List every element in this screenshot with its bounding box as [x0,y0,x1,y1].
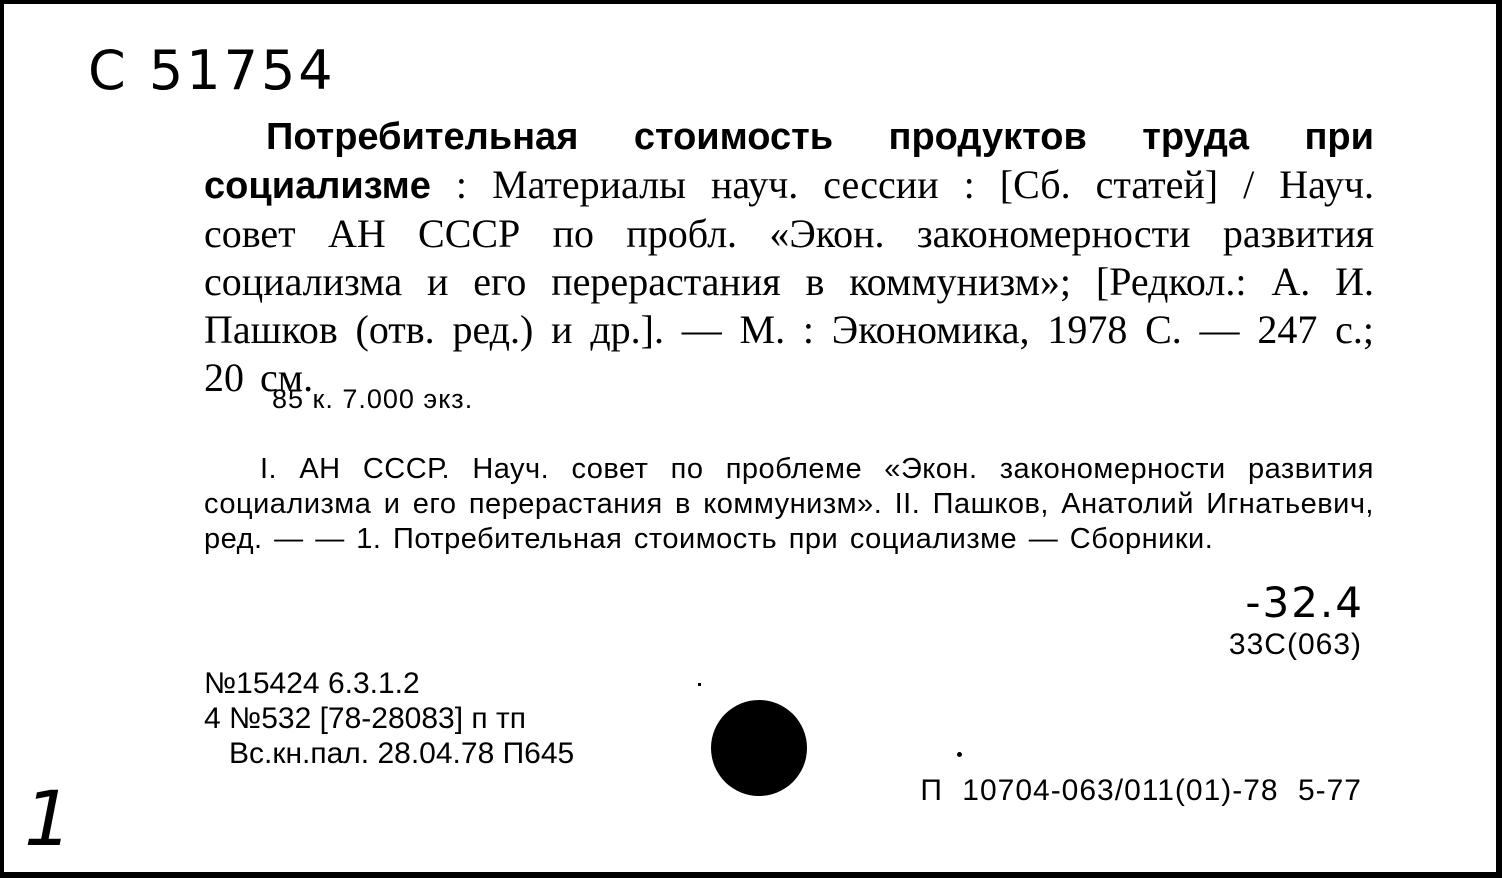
index-line: П 10704-063/011(01)-78 5-77 [920,774,1362,807]
catalog-card [4,4,1496,872]
price-and-print-run: 85 к. 7.000 экз. [272,384,474,414]
handwritten-number: -32.4 [1245,578,1364,627]
record-line: №15424 6.3.1.2 [204,667,420,700]
record-info [204,666,574,771]
call-number: С 51754 [88,39,336,102]
record-line: 4 №532 [78-28083] п тп [204,702,526,735]
record-line: Вс.кн.пал. 28.04.78 П645 [204,737,575,770]
tracing-text: I. АН СССР. Науч. совет по проблеме «Экон. закономерности развития социализма и его перерастания в коммунизм». II. Пашков, Анатолий Игнатьевич, ред. — — 1. Потребительная стоимость при социализме — Сборники. [204,453,1374,555]
speck [698,683,701,686]
bibliographic-description [204,112,1374,402]
handwritten-mark: 1 [24,774,73,863]
punch-hole [711,700,807,796]
speck [957,752,962,757]
title: Потребительная стоимость продуктов труда при социализме [204,116,1374,207]
tracing [204,452,1374,557]
classification-code: 33С(063) [1228,628,1362,661]
description-rest: : Материалы науч. сессии : [Сб. статей] / Науч. совет АН СССР по пробл. «Экон. закономерности развития социализма и его перерастания в коммунизм»; [Редкол.: А. И. Пашков (отв. ред.) и др.]. — М. : Экономика, 1978 С. — 247 с.; 20 см. [204,162,1374,400]
